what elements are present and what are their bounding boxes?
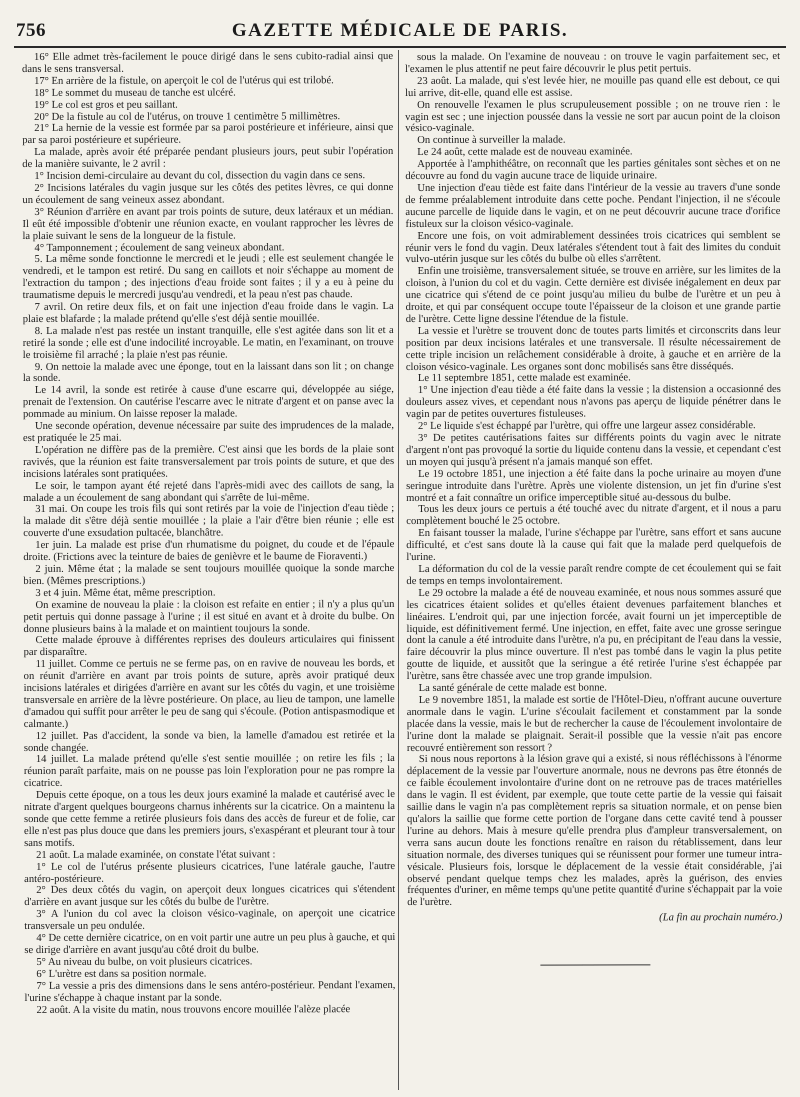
paragraph: 2° Des deux côtés du vagin, on aperçoit deux longues cicatrices qui s'étendent d'arrière en avant jusque sur les côtés du bulbe de l'urètre. bbox=[24, 884, 396, 909]
paragraph: La déformation du col de la vessie paraît rendre compte de cet écoulement qui se fait de temps en temps involontairement. bbox=[406, 562, 782, 587]
paragraph: sous la malade. On l'examine de nouveau : on trouve le vagin parfaitement sec, et l'examen le plus attentif ne peut faire découvrir le plus petit pertuis. bbox=[405, 51, 781, 75]
right-column bbox=[405, 51, 783, 1087]
paragraph: 2 juin. Même état ; la malade se sent toujours mouillée quoique la sonde marche bien. (Mêmes prescriptions.) bbox=[23, 562, 395, 587]
paragraph: La santé générale de cette malade est bonne. bbox=[418, 682, 607, 694]
paragraph: Une injection d'eau tiède est faite dans l'intérieur de la vessie au travers d'une sonde de femme préalablement introduite dans cette poche. Pendant l'injection, il ne s'écoule aucune parcelle de liquide dans le vagin, et on ne peut découvrir aucune trace d'orifice fistuleux sur la cloison vésico-vaginale. bbox=[405, 181, 781, 230]
paragraph: Une seconde opération, devenue nécessaire par suite des imprudences de la malade, est pratiquée le 25 mai. bbox=[22, 420, 394, 444]
paragraph: 1° Une injection d'eau tiède a été faite dans la vessie ; la distension a occasionné des douleurs assez vives, et cependant nous n'avons pas aperçu de liquide pénétrer dans le vagin par de petites ouvertures fistuleuses. bbox=[405, 384, 781, 421]
paragraph: 17° En arrière de la fistule, on aperçoit le col de l'utérus qui est trilobé. bbox=[34, 74, 334, 87]
journal-title: GAZETTE MÉDICALE DE PARIS. bbox=[231, 20, 569, 41]
paragraph: Le 9 novembre 1851, la malade est sortie de l'Hôtel-Dieu, n'offrant aucune ouverture anormale dans le vagin. L'urine s'écoulait facilement et constamment par la sonde placée dans la vessie, mais le but de rechercher la cause de l'écoulement involontaire de l'urine dont la malade se plaignait. Serait-il possible que la vessie n'ait pas encore recouvré entièrement son ressort ? bbox=[406, 693, 782, 754]
end-rule bbox=[540, 965, 650, 966]
paragraph: 20° De la fistule au col de l'utérus, on trouve 1 centimètre 5 millimètres. bbox=[34, 110, 341, 123]
paragraph: 7 avril. On retire deux fils, et on fait une injection d'eau froide dans le vagin. La plaie est blafarde ; la malade prétend qu'elle s'est déjà sentie mouillée. bbox=[22, 301, 394, 325]
page-number: 756 bbox=[16, 20, 46, 41]
paragraph: Le 29 octobre la malade a été de nouveau examinée, et nous nous sommes assuré que les cicatrices étaient solides et qu'elles étaient devenues parfaitement blanches et linéaires. L'endroit qui, par une injection forcée, avait fourni un jet imperceptible de liquide, est définitivement fermé. Une injection, en effet, faite avec une grosse seringue dont la canule a été introduite dans l'urètre, n'a pu, en précipitant de l'eau dans la vessie, faire découvrir la plus mince ouverture. Il n'est pas tombé dans le vagin la plus petite goutte de liquide, et aussitôt que la seringue a été retirée l'urine s'est échappée par l'urètre, sans être chassée avec une trop grande impulsion. bbox=[406, 586, 782, 683]
paragraph: 5. La même sonde fonctionne le mercredi et le jeudi ; elle est seulement changée le vendredi, et le tampon est retiré. Du sang en caillots et noir s'échappe au moment de l'extraction du tampon ; des injections d'eau froide sont faites ; il y a eu à peine du traumatisme depuis le mercredi jusqu'au vendredi, et la peau n'est pas chaude. bbox=[22, 253, 394, 302]
paragraph: 23 août. La malade, qui s'est levée hier, ne mouille pas quand elle est debout, ce qui lui arrive, dit-elle, quand elle est assise. bbox=[405, 74, 781, 99]
paragraph: 5° Au niveau du bulbe, on voit plusieurs cicatrices. bbox=[36, 956, 253, 968]
paragraph: 3° De petites cautérisations faites sur différents points du vagin avec le nitrate d'argent n'ont pas provoqué la sortie du liquide contenu dans la vessie, et cependant c'est un moyen qui jusqu'à présent n'a jamais manqué son effet. bbox=[406, 432, 782, 468]
paragraph: Enfin une troisième, transversalement située, se trouve en arrière, sur les limites de la cloison, à l'union du col et du vagin. Cette dernière est divisée inégalement en deux par une cicatrice qui s'étend de ce point jusqu'au milieu du bulbe de l'urètre et un peu à droite, et qui par conséquent occupe toute l'épaisseur de la cloison et une grande partie de l'urètre. Cette ligne dessine l'étendue de la fistule. bbox=[405, 265, 781, 325]
paragraph: 7° La vessie a pris des dimensions dans le sens antéro-postérieur. Pendant l'examen, l'urine s'échappe à chaque instant par la sonde. bbox=[24, 979, 396, 1004]
paragraph: La vessie et l'urètre se trouvent donc de toutes parts limités et circonscrits dans leur position par deux incisions latérales et une transversale. Il résulte nécessairement de cette triple incision un relâchement considérable à droite, à gauche et en arrière de la cloison vésico-vaginale. Les organes sont donc mobilisés sans être disséqués. bbox=[405, 324, 781, 373]
paragraph: 8. La malade n'est pas restée un instant tranquille, elle s'est agitée dans son lit et a retiré la sonde ; elle est d'une indocilité incroyable. Le matin, en l'examinant, on trouve le troisième fil arraché ; la plaie n'est pas réunie. bbox=[22, 324, 394, 361]
paragraph: Apportée à l'amphithéâtre, on reconnaît que les parties génitales sont sèches et on ne découvre au fond du vagin aucune trace de liquide urinaire. bbox=[405, 158, 781, 183]
paragraph: Si nous nous reportons à la lésion grave qui a existé, si nous réfléchissons à l'énorme déplacement de la vessie par l'ouverture anormale, nous ne devrons pas être étonnés de ce faible écoulement involontaire d'urine dont on ne retrouve pas de traces matérielles dans le vagin. Il est évident, par exemple, que toute cette partie de la vessie qui faisait saillie dans le vagin n'a pas complètement repris sa situation normale, et on pense bien qu'alors la saillie que forme cette portion de l'organe dans cette cavité tend à pousser l'urine au dehors. Mais à mesure qu'elle prendra plus d'ampleur transversalement, on verra sans aucun doute les fonctions renaître en raison du rétablissement, dans leur situation normale, des diverses tuniques qui se réunissent pour former une tumeur intra-vésicale. Plusieurs fois, lorsque le déplacement de la vessie était considérable, j'ai observé pendant quelque temps chez les malades, après la guérison, des envies fréquentes d'uriner, en même temps qu'une petite quantité d'urine s'échappait par la voie de l'urètre. bbox=[406, 753, 783, 909]
paragraph: On renouvelle l'examen le plus scrupuleusement possible ; on ne trouve rien : le vagin est sec ; une injection poussée dans la vessie ne sort par aucun point de la cloison vésico-vaginale. bbox=[405, 98, 781, 135]
paragraph: 21° La hernie de la vessie est formée par sa paroi postérieure et inférieure, ainsi que par sa paroi postérieure et supérieure. bbox=[22, 122, 394, 147]
continuation-note: (La fin au prochain numéro.) bbox=[659, 912, 783, 924]
paragraph: 21 août. La malade examinée, on constate l'état suivant : bbox=[36, 849, 276, 861]
paragraph: La malade, après avoir été préparée pendant plusieurs jours, peut subir l'opération de la manière suivante, le 2 avril : bbox=[22, 146, 394, 171]
paragraph: 3 et 4 juin. Même état, même prescription. bbox=[35, 587, 216, 599]
paragraph: 3° Réunion d'arrière en avant par trois points de suture, deux latéraux et un médian. Il eût été impossible d'obtenir une réunion exacte, en voulant rapprocher les lèvres de la plaie suivant le sens de la longueur de la fistule. bbox=[22, 205, 394, 242]
paragraph: 4° Tamponnement ; écoulement de sang veineux abondant. bbox=[34, 241, 285, 254]
paragraph: Le soir, le tampon ayant été rejeté dans l'après-midi avec des caillots de sang, la malade a un écoulement de sang abondant qui s'arrête de lui-même. bbox=[23, 479, 395, 504]
paragraph: Le 14 avril, la sonde est retirée à cause d'une escarre qui, développée au siége, prenait de l'extension. On cautérise l'escarre avec le nitrate d'argent et on panse avec la pommade au minium. On laisse reposer la malade. bbox=[22, 384, 394, 421]
paragraph: 12 juillet. Pas d'accident, la sonde va bien, la lamelle d'amadou est retirée et la sonde changée. bbox=[23, 729, 395, 754]
paragraph: Cette malade éprouve à différentes reprises des douleurs articulaires qui finissent par disparaître. bbox=[23, 634, 395, 659]
paragraph: 9. On nettoie la malade avec une éponge, tout en la laissant dans son lit ; on change la sonde. bbox=[22, 360, 394, 385]
paragraph: En faisant tousser la malade, l'urine s'échappe par l'urètre, sans effort et sans aucune difficulté, et c'est sans doute là la cause qui fait que la malade perd quelquefois de l'urine. bbox=[406, 527, 782, 564]
paragraph: On examine de nouveau la plaie : la cloison est refaite en entier ; il n'y a plus qu'un petit pertuis qui donne passage à l'urine ; il est situé en avant et à droite du bulbe. On donne plusieurs bains à la malade et on maintient toujours la sonde. bbox=[23, 598, 395, 635]
right-column-paragraphs bbox=[405, 51, 782, 909]
paragraph: Le 19 octobre 1851, une injection a été faite dans la poche urinaire au moyen d'une seringue introduite dans l'urètre. Après une violente distension, un jet fin d'urine s'est montré et a fait connaître un orifice imperceptible situé au-dessous du bulbe. bbox=[406, 467, 782, 504]
paragraph: 22 août. A la visite du matin, nous trouvons encore mouillée l'alèze placée bbox=[36, 1003, 351, 1016]
paragraph: 2° Le liquide s'est échappé par l'urètre, qui offre une largeur assez considérable. bbox=[417, 420, 756, 433]
paragraph: 4° De cette dernière cicatrice, on en voit partir une autre un peu plus à gauche, et qui se dirige d'arrière en avant jusqu'au côté droit du bulbe. bbox=[24, 932, 396, 956]
paragraph: 14 juillet. La malade prétend qu'elle s'est sentie mouillée ; on retire les fils ; la réunion paraît parfaite, mais on ne pousse pas loin l'exploration pour ne pas rompre la cicatrice. bbox=[23, 753, 395, 790]
paragraph: Le 24 août, cette malade est de nouveau examinée. bbox=[417, 146, 633, 159]
paragraph: 11 juillet. Comme ce pertuis ne se ferme pas, on en ravive de nouveau les bords, et on réunit d'arrière en avant par trois points de suture, après avoir pratiqué deux incisions latérales et dirigées d'arrière en avant sur les côtés du vagin, et une troisième transversale en arrière de la lèvre postérieure. On place, au lieu de tampon, une lamelle d'amadou qui suffit pour arrêter le peu de sang qui s'écoule. (Potion antispasmodique et calmante.) bbox=[23, 658, 395, 730]
paragraph: Encore une fois, on voit admirablement dessinées trois cicatrices qui semblent se réunir vers le fond du vagin. Deux latérales s'étendent tout à fait des limites du conduit vulvo-utérin jusque sur les côtés du bulbe où elles s'arrêtent. bbox=[405, 229, 781, 266]
paragraph: 1er juin. La malade est prise d'un rhumatisme du poignet, du coude et de l'épaule droite. (Frictions avec la teinture de baies de genièvre et le baume de Fioraventi.) bbox=[23, 539, 395, 564]
left-column bbox=[22, 51, 396, 1087]
paragraph: 31 mai. On coupe les trois fils qui sont retirés par la voie de l'injection d'eau tiède ; la malade dit s'être déjà sentie mouillée ; la plaie a l'air d'être bien réunie ; elle est couverte d'une exsudation pultacée, blanchâtre. bbox=[23, 503, 395, 540]
page-header bbox=[14, 18, 786, 48]
paragraph: 2° Incisions latérales du vagin jusque sur les côtés des petites lèvres, ce qui donne un écoulement de sang veineux assez abondant. bbox=[22, 181, 394, 206]
column-divider bbox=[398, 50, 399, 1090]
paragraph: 3° A l'union du col avec la cloison vésico-vaginale, on aperçoit une cicatrice transversale un peu ondulée. bbox=[24, 908, 396, 933]
paragraph: Depuis cette époque, on a tous les deux jours examiné la malade et cautérisé avec le nitrate d'argent quelques bourgeons charnus inhérents sur la cicatrice. On a maintenu la sonde que cette femme a retirée plusieurs fois dans des accès de fureur et de folie, car elle n'est pas plus douce que dans les premiers jours, s'exaspérant et pleurant tour à tour sans motifs. bbox=[23, 789, 396, 849]
paragraph: Tous les deux jours ce pertuis a été touché avec du nitrate d'argent, et il nous a paru complètement bouché le 25 octobre. bbox=[406, 503, 782, 528]
paragraph: 1° Incision demi-circulaire au devant du col, dissection du vagin dans ce sens. bbox=[34, 170, 366, 183]
paragraph: 16° Elle admet très-facilement le pouce dirigé dans le sens cubito-radial ainsi que dans le sens transversal. bbox=[22, 51, 394, 75]
paragraph: L'opération ne diffère pas de la première. C'est ainsi que les bords de la plaie sont ravivés, que la réunion est faite transversalement par trois points de suture, et que des incisions latérales sont pratiquées. bbox=[23, 443, 395, 480]
paragraph: 1° Le col de l'utérus présente plusieurs cicatrices, l'une latérale gauche, l'autre antéro-postérieure. bbox=[24, 860, 396, 885]
paragraph: 19° Le col est gros et peu saillant. bbox=[34, 99, 178, 111]
paragraph: Le 11 septembre 1851, cette malade est examinée. bbox=[417, 372, 631, 385]
paragraph: 6° L'urètre est dans sa position normale. bbox=[36, 968, 207, 980]
paragraph: On continue à surveiller la malade. bbox=[417, 134, 566, 147]
paragraph: 18° Le sommet du museau de tanche est ulcéré. bbox=[34, 87, 236, 99]
